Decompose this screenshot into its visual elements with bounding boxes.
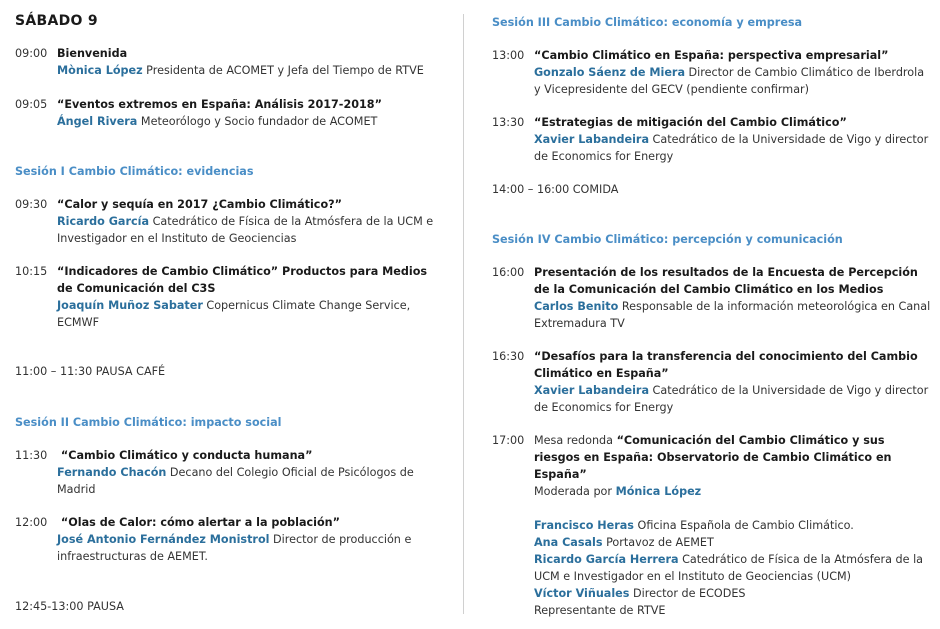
speaker-role: Catedrático de Física de la Atmósfera de la UCM e Investigador en el Instituto de Geociencias: [57, 215, 434, 245]
agenda-item-roundtable: [492, 432, 932, 619]
speaker-name: Xavier Labandeira: [534, 384, 649, 397]
moderator-prefix: Moderada por: [534, 485, 616, 498]
panel-member: [534, 602, 932, 619]
agenda-title: “Eventos extremos en España: Análisis 2017-2018”: [57, 98, 382, 111]
agenda-time: 16:30: [492, 350, 525, 363]
speaker-name: Fernando Chacón: [57, 466, 167, 479]
session-heading: Sesión IV Cambio Climático: percepción y comunicación: [492, 233, 843, 246]
session-heading: Sesión II Cambio Climático: impacto social: [15, 416, 282, 429]
speaker-name: José Antonio Fernández Monistrol: [57, 533, 270, 546]
agenda-title: Bienvenida: [57, 47, 128, 60]
agenda-title: “Desafíos para la transferencia del conocimiento del Cambio Climático en España”: [534, 350, 918, 380]
agenda-item: [15, 45, 424, 79]
speaker-role: Director de producción e infraestructuras de AEMET.: [57, 533, 412, 563]
panelist-name: Ricardo García Herrera: [534, 553, 679, 566]
speaker-name: Gonzalo Sáenz de Miera: [534, 66, 685, 79]
agenda-time: 11:30: [15, 449, 48, 462]
speaker-name: Ricardo García: [57, 215, 150, 228]
agenda-title: “Cambio Climático y conducta humana”: [57, 449, 313, 462]
day-title: SÁBADO 9: [15, 13, 98, 29]
panelist-role: Oficina Española de Cambio Climático.: [633, 519, 854, 532]
agenda-item: [492, 348, 932, 416]
agenda-title: Presentación de los resultados de la Encuesta de Percepción de la Comunicación del Cambio Climático en los Medios: [534, 266, 918, 296]
agenda-item: [15, 196, 445, 247]
agenda-title: “Olas de Calor: cómo alertar a la población”: [57, 516, 340, 529]
agenda-time: 09:30: [15, 198, 48, 211]
agenda-title: “Cambio Climático en España: perspectiva empresarial”: [534, 49, 889, 62]
panelist-name: Ana Casals: [534, 536, 603, 549]
agenda-time: 09:05: [15, 98, 48, 111]
panelist-name: Francisco Heras: [534, 519, 634, 532]
speaker-role: Catedrático de la Universidade de Vigo y director de Economics for Energy: [534, 133, 929, 163]
speaker-role: Decano del Colegio Oficial de Psicólogos de Madrid: [57, 466, 414, 496]
agenda-item: [15, 263, 445, 331]
agenda-title: “Estrategias de mitigación del Cambio Climático”: [534, 116, 847, 129]
agenda-item: [492, 47, 932, 98]
session-heading: Sesión I Cambio Climático: evidencias: [15, 165, 254, 178]
agenda-time: 16:00: [492, 266, 525, 279]
panelist-role: Director de ECODES: [629, 587, 746, 600]
panel-list: [534, 517, 932, 619]
agenda-time: 12:00: [15, 516, 48, 529]
agenda-time: 17:00: [492, 434, 525, 447]
panel-member: [534, 585, 932, 602]
agenda-title: “Calor y sequía en 2017 ¿Cambio Climático?”: [57, 198, 342, 211]
agenda-item: [15, 447, 445, 498]
speaker-name: Xavier Labandeira: [534, 133, 649, 146]
panelist-name: Víctor Viñuales: [534, 587, 630, 600]
speaker-role: Copernicus Climate Change Service, ECMWF: [57, 299, 411, 329]
agenda-item: [492, 114, 932, 165]
speaker-role: Responsable de la información meteorológica en Canal Extremadura TV: [534, 300, 931, 330]
agenda-item: [492, 264, 932, 332]
panelist-role: Catedrático de Física de la Atmósfera de la UCM e Investigador en el Instituto de Geociencias (UCM): [534, 553, 924, 583]
speaker-role: Presidenta de ACOMET y Jefa del Tiempo de RTVE: [142, 64, 424, 77]
panel-member: [534, 551, 932, 585]
moderator-name: Mónica López: [615, 485, 702, 498]
agenda-title: “Comunicación del Cambio Climático y sus riesgos en España: Observatorio de Cambio Climático en España”: [534, 434, 892, 481]
roundtable-prefix: Mesa redonda: [534, 434, 617, 447]
agenda-time: 09:00: [15, 47, 48, 60]
agenda-time: 13:00: [492, 49, 525, 62]
session-heading: Sesión III Cambio Climático: economía y empresa: [492, 16, 803, 29]
speaker-name: Carlos Benito: [534, 300, 619, 313]
break-lunch: 14:00 – 16:00 COMIDA: [492, 183, 619, 196]
panelist-role: Representante de RTVE: [534, 604, 666, 617]
panelist-role: Portavoz de AEMET: [602, 536, 714, 549]
agenda-item: [15, 514, 445, 565]
column-divider: [463, 14, 464, 614]
break-pause: 12:45-13:00 PAUSA: [15, 600, 124, 613]
agenda-title: “Indicadores de Cambio Climático” Productos para Medios de Comunicación del C3S: [57, 265, 428, 295]
speaker-role: Director de Cambio Climático de Iberdrola y Vicepresidente del GECV (pendiente confirmar): [534, 66, 925, 96]
speaker-role: Catedrático de la Universidade de Vigo y director de Economics for Energy: [534, 384, 929, 414]
agenda-time: 13:30: [492, 116, 525, 129]
panel-member: [534, 534, 932, 551]
break-coffee: 11:00 – 11:30 PAUSA CAFÉ: [15, 365, 166, 378]
agenda-item: [15, 96, 382, 130]
speaker-role: Meteorólogo y Socio fundador de ACOMET: [137, 115, 378, 128]
agenda-time: 10:15: [15, 265, 48, 278]
panel-member: [534, 517, 932, 534]
speaker-name: Ángel Rivera: [57, 115, 138, 128]
speaker-name: Joaquín Muñoz Sabater: [57, 299, 203, 312]
speaker-name: Mònica López: [57, 64, 143, 77]
